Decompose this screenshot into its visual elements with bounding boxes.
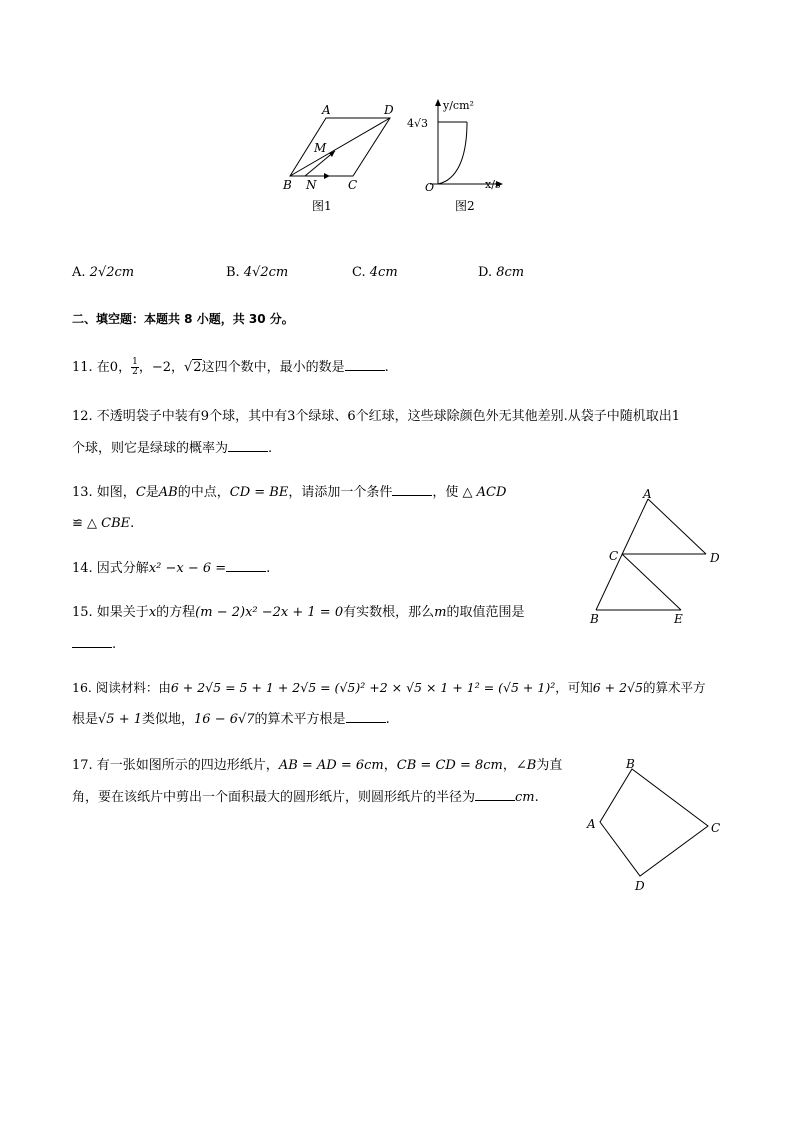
figure-q13: [584, 484, 734, 629]
q12-answer-blank[interactable]: [228, 439, 268, 452]
figure-1-drawing: [280, 100, 410, 218]
question-13-line1: 13. 如图，C是AB的中点，CD = BE，请添加一个条件 ，使 △ ACD: [72, 485, 507, 500]
option-a: [72, 263, 134, 283]
fig13-label-A: A: [643, 487, 652, 501]
q17-answer-blank[interactable]: [475, 788, 515, 801]
figure-q17: [584, 756, 734, 896]
q11-mid: ，−2，: [138, 360, 184, 375]
fig1-caption: 图1: [312, 199, 332, 213]
q11-fraction: $\frac{1}{2}$: [132, 357, 138, 377]
option-a-value: 2√2cm: [89, 265, 135, 280]
fig13-label-B: B: [590, 612, 599, 626]
option-d-value: 8cm: [496, 265, 525, 280]
figure-2-drawing: [405, 96, 515, 218]
fig1-label-B: B: [283, 178, 292, 192]
option-c: [352, 263, 398, 283]
question-13-line2: ≌ △ CBE.: [72, 516, 135, 531]
q15-answer-blank[interactable]: [72, 635, 112, 648]
figure-q17-drawing: [584, 756, 734, 896]
option-c-letter: C.: [352, 265, 366, 280]
q13-answer-blank[interactable]: [392, 483, 432, 496]
figure-1: [280, 100, 410, 218]
fig1-label-A: A: [322, 103, 331, 117]
fig1-label-C: C: [348, 178, 358, 192]
question-17-line1: 17. 有一张如图所示的四边形纸片，AB = AD = 6cm，CB = CD = 8cm，∠B为直: [72, 758, 563, 773]
q11-suffix: 这四个数中，最小的数是: [201, 360, 345, 375]
fig13-label-E: E: [674, 612, 683, 626]
fig13-label-D: D: [710, 551, 720, 565]
fig17-label-A: A: [587, 817, 596, 831]
section-title: 二、填空题：本题共 8 小题，共 30 分。: [72, 312, 294, 326]
fig1-label-N: N: [306, 178, 317, 192]
option-b-letter: B.: [226, 265, 240, 280]
fig17-label-B: B: [626, 757, 635, 771]
option-b-value: 4√2cm: [243, 265, 289, 280]
question-16-line2: 根是√5 + 1类似地，16 − 6√7的算术平方根是 .: [72, 712, 390, 727]
question-11: 11. 在0， $\frac{1}{2}$，−2，√2这四个数中，最小的数是 .: [72, 357, 389, 377]
q11-prefix: 11. 在0，: [72, 360, 132, 375]
question-15-line1: 15. 如果关于x的方程(m − 2)x² −2x + 1 = 0有实数根，那么m的取值范围是: [72, 605, 525, 620]
fig17-label-D: D: [635, 879, 645, 893]
question-12-line2: 个球，则它是绿球的概率为 .: [72, 441, 273, 456]
question-12-line1: 12. 不透明袋子中装有9个球，其中有3个绿球、6个红球，这些球除颜色外无其他差别.从袋子中随机取出1: [72, 409, 681, 424]
fig13-label-C: C: [609, 549, 619, 563]
option-c-value: 4cm: [369, 265, 398, 280]
figure-q13-drawing: [584, 484, 734, 629]
option-d-letter: D.: [478, 265, 493, 280]
fig17-label-C: C: [711, 821, 721, 835]
question-17-line2: 角，要在该纸片中剪出一个面积最大的圆形纸片，则圆形纸片的半径为 cm.: [72, 790, 539, 805]
q14-answer-blank[interactable]: [226, 559, 266, 572]
fig1-label-D: D: [384, 103, 394, 117]
option-b: [226, 263, 288, 283]
fig2-label-origin: O: [425, 181, 435, 194]
option-a-letter: A.: [72, 265, 86, 280]
question-16-line1: 16. 阅读材料：由6 + 2√5 = 5 + 1 + 2√5 = (√5)² +2 × √5 × 1 + 1² = (√5 + 1)²，可知6 + 2√5的算术平方: [72, 680, 706, 695]
q11-sqrt: 2: [193, 360, 202, 375]
fig1-label-M: M: [314, 141, 327, 155]
question-15-line2: .: [72, 635, 116, 655]
q11-answer-blank[interactable]: [345, 358, 385, 371]
fig2-label-x: x/s: [485, 178, 501, 191]
figure-2: [405, 96, 515, 218]
fig2-caption: 图2: [455, 199, 475, 213]
q16-answer-blank[interactable]: [346, 710, 386, 723]
question-14: 14. 因式分解x² −x − 6 = .: [72, 561, 271, 576]
option-d: [478, 263, 524, 283]
fig2-label-value: 4√3: [407, 117, 429, 130]
fig2-label-y: y/cm²: [443, 99, 474, 112]
